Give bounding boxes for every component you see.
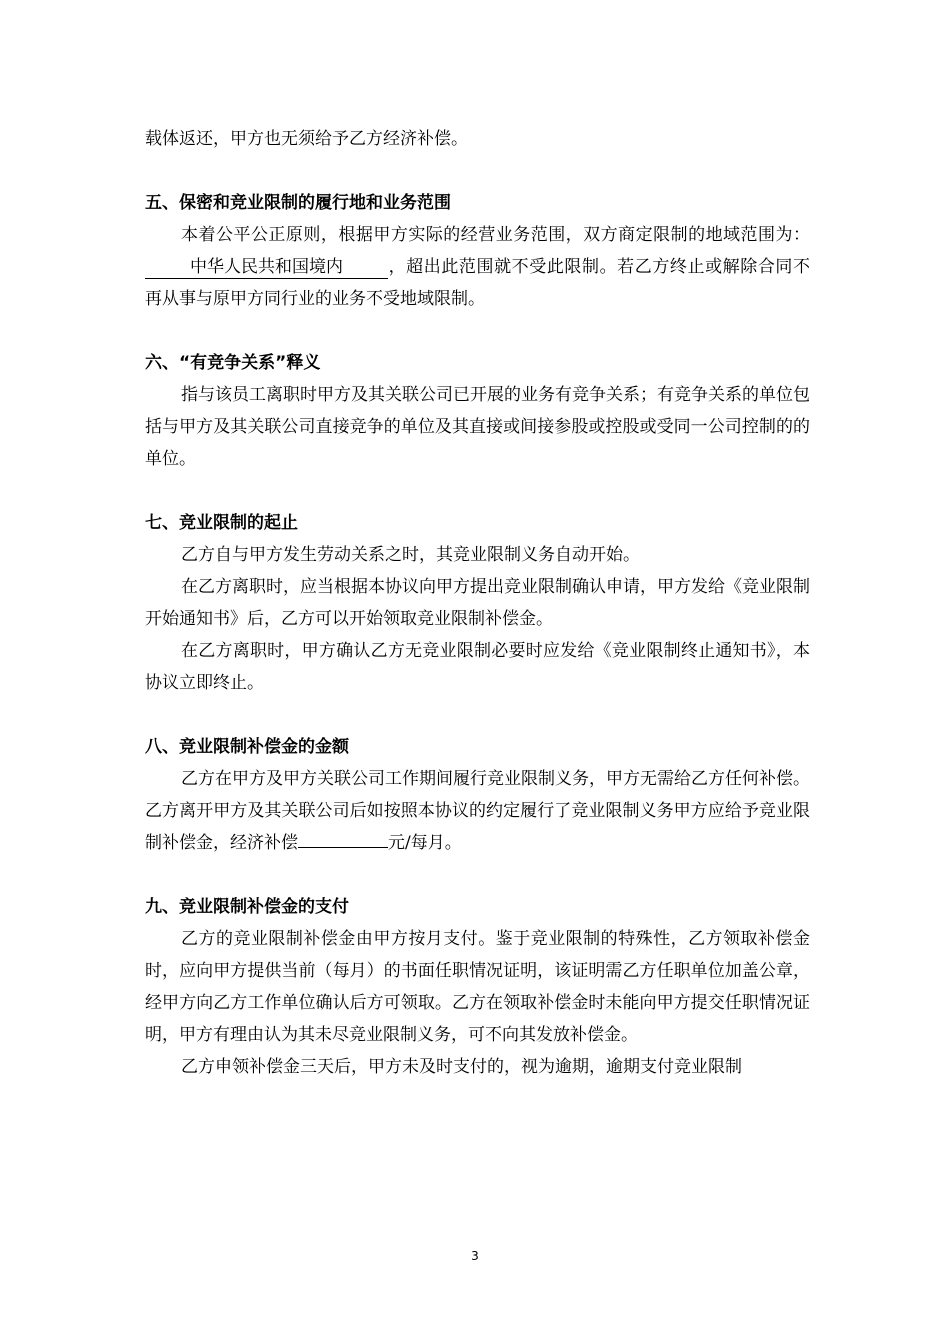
section-5-text-a: 本着公平公正原则，根据甲方实际的经营业务范围，双方商定限制的地域范围为： [181,225,810,245]
section-5-paragraph [145,219,810,315]
section-9-heading: 九、竞业限制补偿金的支付 [145,897,349,917]
section-7-paragraph-1: 乙方自与甲方发生劳动关系之时，其竞业限制义务自动开始。 [181,545,640,565]
section-7-paragraph-2: 在乙方离职时，应当根据本协议向甲方提出竞业限制确认申请，甲方发给《竞业限制开始通知书》后，乙方可以开始领取竞业限制补偿金。 [145,577,810,629]
section-6-heading: 六、“有竞争关系”释义 [145,353,321,373]
page-content [145,123,810,1083]
section-8-paragraph [145,763,810,859]
section-9-paragraph-1: 乙方的竞业限制补偿金由甲方按月支付。鉴于竞业限制的特殊性，乙方领取补偿金时，应向甲方提供当前（每月）的书面任职情况证明，该证明需乙方任职单位加盖公章，经甲方向乙方工作单位确认后方可领取。乙方在领取补偿金时未能向甲方提交任职情况证明，甲方有理由认为其未尽竞业限制义务，可不向其发放补偿金。 [145,929,810,1045]
section-9-paragraph-2: 乙方申领补偿金三天后，甲方未及时支付的，视为逾期，逾期支付竞业限制 [181,1057,742,1077]
section-7-paragraph-3: 在乙方离职时，甲方确认乙方无竞业限制必要时应发给《竞业限制终止通知书》，本协议立即终止。 [145,641,810,693]
amount-fill-field [298,847,388,848]
section-7-heading: 七、竞业限制的起止 [145,513,298,533]
section-5-heading: 五、保密和竞业限制的履行地和业务范围 [145,193,451,213]
section-4-tail: 载体返还，甲方也无须给予乙方经济补偿。 [145,129,468,149]
section-8-text-a: 乙方在甲方及甲方关联公司工作期间履行竞业限制义务，甲方无需给乙方任何补偿。乙方离开甲方及其关联公司后如按照本协议的约定履行了竞业限制义务甲方应给予竞业限制补偿金，经济补偿 [145,769,810,853]
section-6-paragraph: 指与该员工离职时甲方及其关联公司已开展的业务有竞争关系；有竞争关系的单位包括与甲方及其关联公司直接竞争的单位及其直接或间接参股或控股或受同一公司控制的的单位。 [145,385,810,469]
section-5-text-b: ，超出此范围就不受此限制。若乙方终止或解除合同不再从事与原甲方同行业的业务不受地域限制。 [145,257,810,309]
page-number: 3 [471,1249,479,1263]
region-fill-field: 中华人民共和国境内 [145,256,388,279]
section-8-text-b: 元/每月。 [388,833,462,853]
section-8-heading: 八、竞业限制补偿金的金额 [145,737,349,757]
